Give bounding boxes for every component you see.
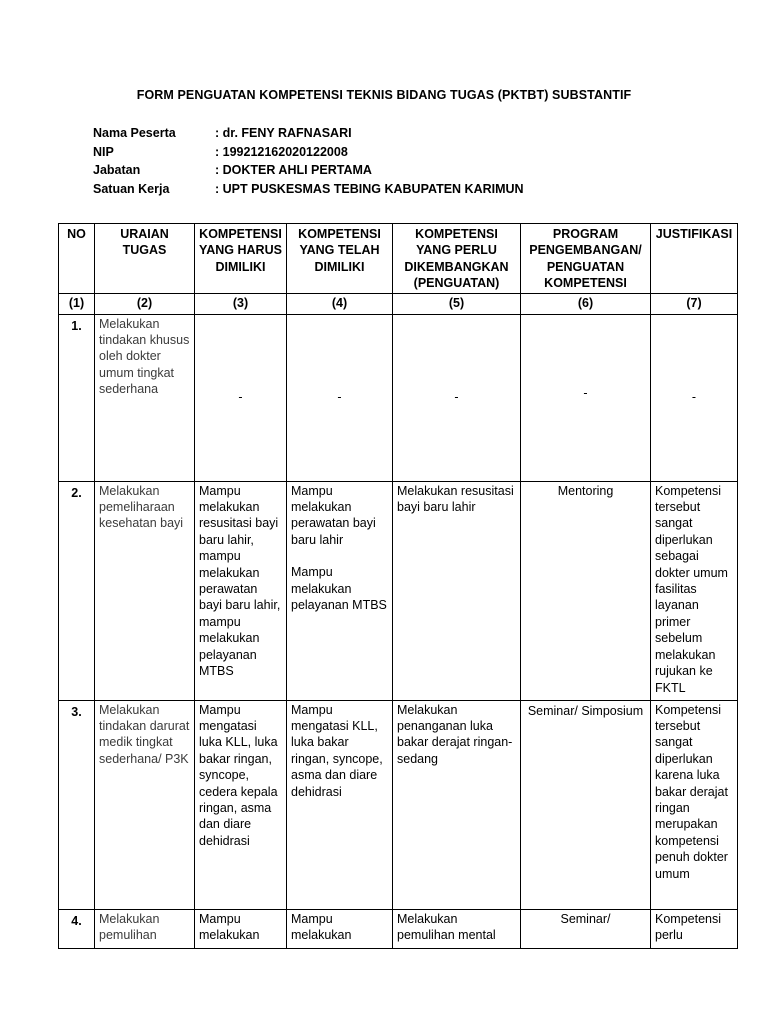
cell-harus: Mampu melakukan resusitasi bayi baru lahir, mampu melakukan perawatan bayi baru lahir, mampu melakukan pelayanan MTBS (195, 481, 287, 700)
row-number: 2. (59, 481, 95, 700)
cell-justifikasi: Kompetensi tersebut sangat diperlukan karena luka bakar derajat ringan merupakan kompetensi penuh dokter umum (651, 700, 738, 909)
info-value: : DOKTER AHLI PERTAMA (215, 163, 372, 178)
table-row (59, 700, 738, 909)
cell-perlu: - (393, 314, 521, 481)
row-number: 4. (59, 909, 95, 948)
column-number-row (59, 293, 738, 314)
column-number: (7) (651, 293, 738, 314)
cell-uraian: Melakukan pemulihan (95, 909, 195, 948)
info-row-nama (93, 126, 524, 145)
competency-table (58, 223, 738, 949)
cell-program: Mentoring (521, 481, 651, 700)
info-label: NIP (93, 144, 114, 159)
cell-harus: - (195, 314, 287, 481)
info-label: Jabatan (93, 163, 141, 178)
info-value: : 199212162020122008 (215, 144, 348, 159)
header-kompetensi-harus: KOMPETENSI YANG HARUS DIMILIKI (195, 224, 287, 294)
cell-perlu: Melakukan pemulihan mental (393, 909, 521, 948)
header-justifikasi: JUSTIFIKASI (651, 224, 738, 294)
cell-program: Seminar/ Simposium (521, 700, 651, 909)
cell-perlu: Melakukan resusitasi bayi baru lahir (393, 481, 521, 700)
header-no: NO (59, 224, 95, 294)
column-number: (4) (287, 293, 393, 314)
cell-telah: Mampu melakukan (287, 909, 393, 948)
row-number: 1. (59, 314, 95, 481)
cell-justifikasi: - (651, 314, 738, 481)
table-row (59, 481, 738, 700)
cell-telah-part: Mampu melakukan pelayanan MTBS (291, 565, 387, 613)
cell-uraian: Melakukan tindakan darurat medik tingkat sederhana/ P3K (95, 700, 195, 909)
cell-justifikasi: Kompetensi tersebut sangat diperlukan sebagai dokter umum fasilitas layanan primer sebelum melakukan rujukan ke FKTL (651, 481, 738, 700)
info-row-nip (93, 145, 524, 164)
cell-telah: - (287, 314, 393, 481)
column-number: (2) (95, 293, 195, 314)
cell-telah-part: Mampu melakukan perawatan bayi baru lahir (291, 483, 376, 547)
column-number: (3) (195, 293, 287, 314)
column-number: (5) (393, 293, 521, 314)
cell-justifikasi: Kompetensi perlu (651, 909, 738, 948)
table-row (59, 314, 738, 481)
cell-harus: Mampu mengatasi luka KLL, luka bakar ringan, syncope, cedera kepala ringan, asma dan diare dehidrasi (195, 700, 287, 909)
info-row-satuan-kerja (93, 182, 524, 201)
row-number: 3. (59, 700, 95, 909)
column-number: (6) (521, 293, 651, 314)
cell-telah (287, 481, 393, 700)
cell-uraian: Melakukan tindakan khusus oleh dokter umum tingkat sederhana (95, 314, 195, 481)
cell-telah: Mampu mengatasi KLL, luka bakar ringan, syncope, asma dan diare dehidrasi (287, 700, 393, 909)
cell-harus: Mampu melakukan (195, 909, 287, 948)
column-number: (1) (59, 293, 95, 314)
cell-uraian: Melakukan pemeliharaan kesehatan bayi (95, 481, 195, 700)
cell-program: Seminar/ (521, 909, 651, 948)
info-value: : dr. FENY RAFNASARI (215, 126, 352, 140)
table-row (59, 909, 738, 948)
cell-perlu: Melakukan penanganan luka bakar derajat ringan-sedang (393, 700, 521, 909)
header-program: PROGRAM PENGEMBANGAN/ PENGUATAN KOMPETENSI (521, 224, 651, 294)
info-value: : UPT PUSKESMAS TEBING KABUPATEN KARIMUN (215, 181, 524, 196)
form-title: FORM PENGUATAN KOMPETENSI TEKNIS BIDANG TUGAS (PKTBT) SUBSTANTIF (136, 88, 632, 102)
participant-info (93, 126, 524, 200)
header-row (59, 224, 738, 294)
info-label: Nama Peserta (93, 126, 176, 140)
header-kompetensi-telah: KOMPETENSI YANG TELAH DIMILIKI (287, 224, 393, 294)
info-label: Satuan Kerja (93, 181, 170, 196)
header-kompetensi-perlu: KOMPETENSI YANG PERLU DIKEMBANGKAN (PENGUATAN) (393, 224, 521, 294)
info-row-jabatan (93, 163, 524, 182)
cell-program: - (521, 314, 651, 481)
header-uraian-tugas: URAIAN TUGAS (95, 224, 195, 294)
